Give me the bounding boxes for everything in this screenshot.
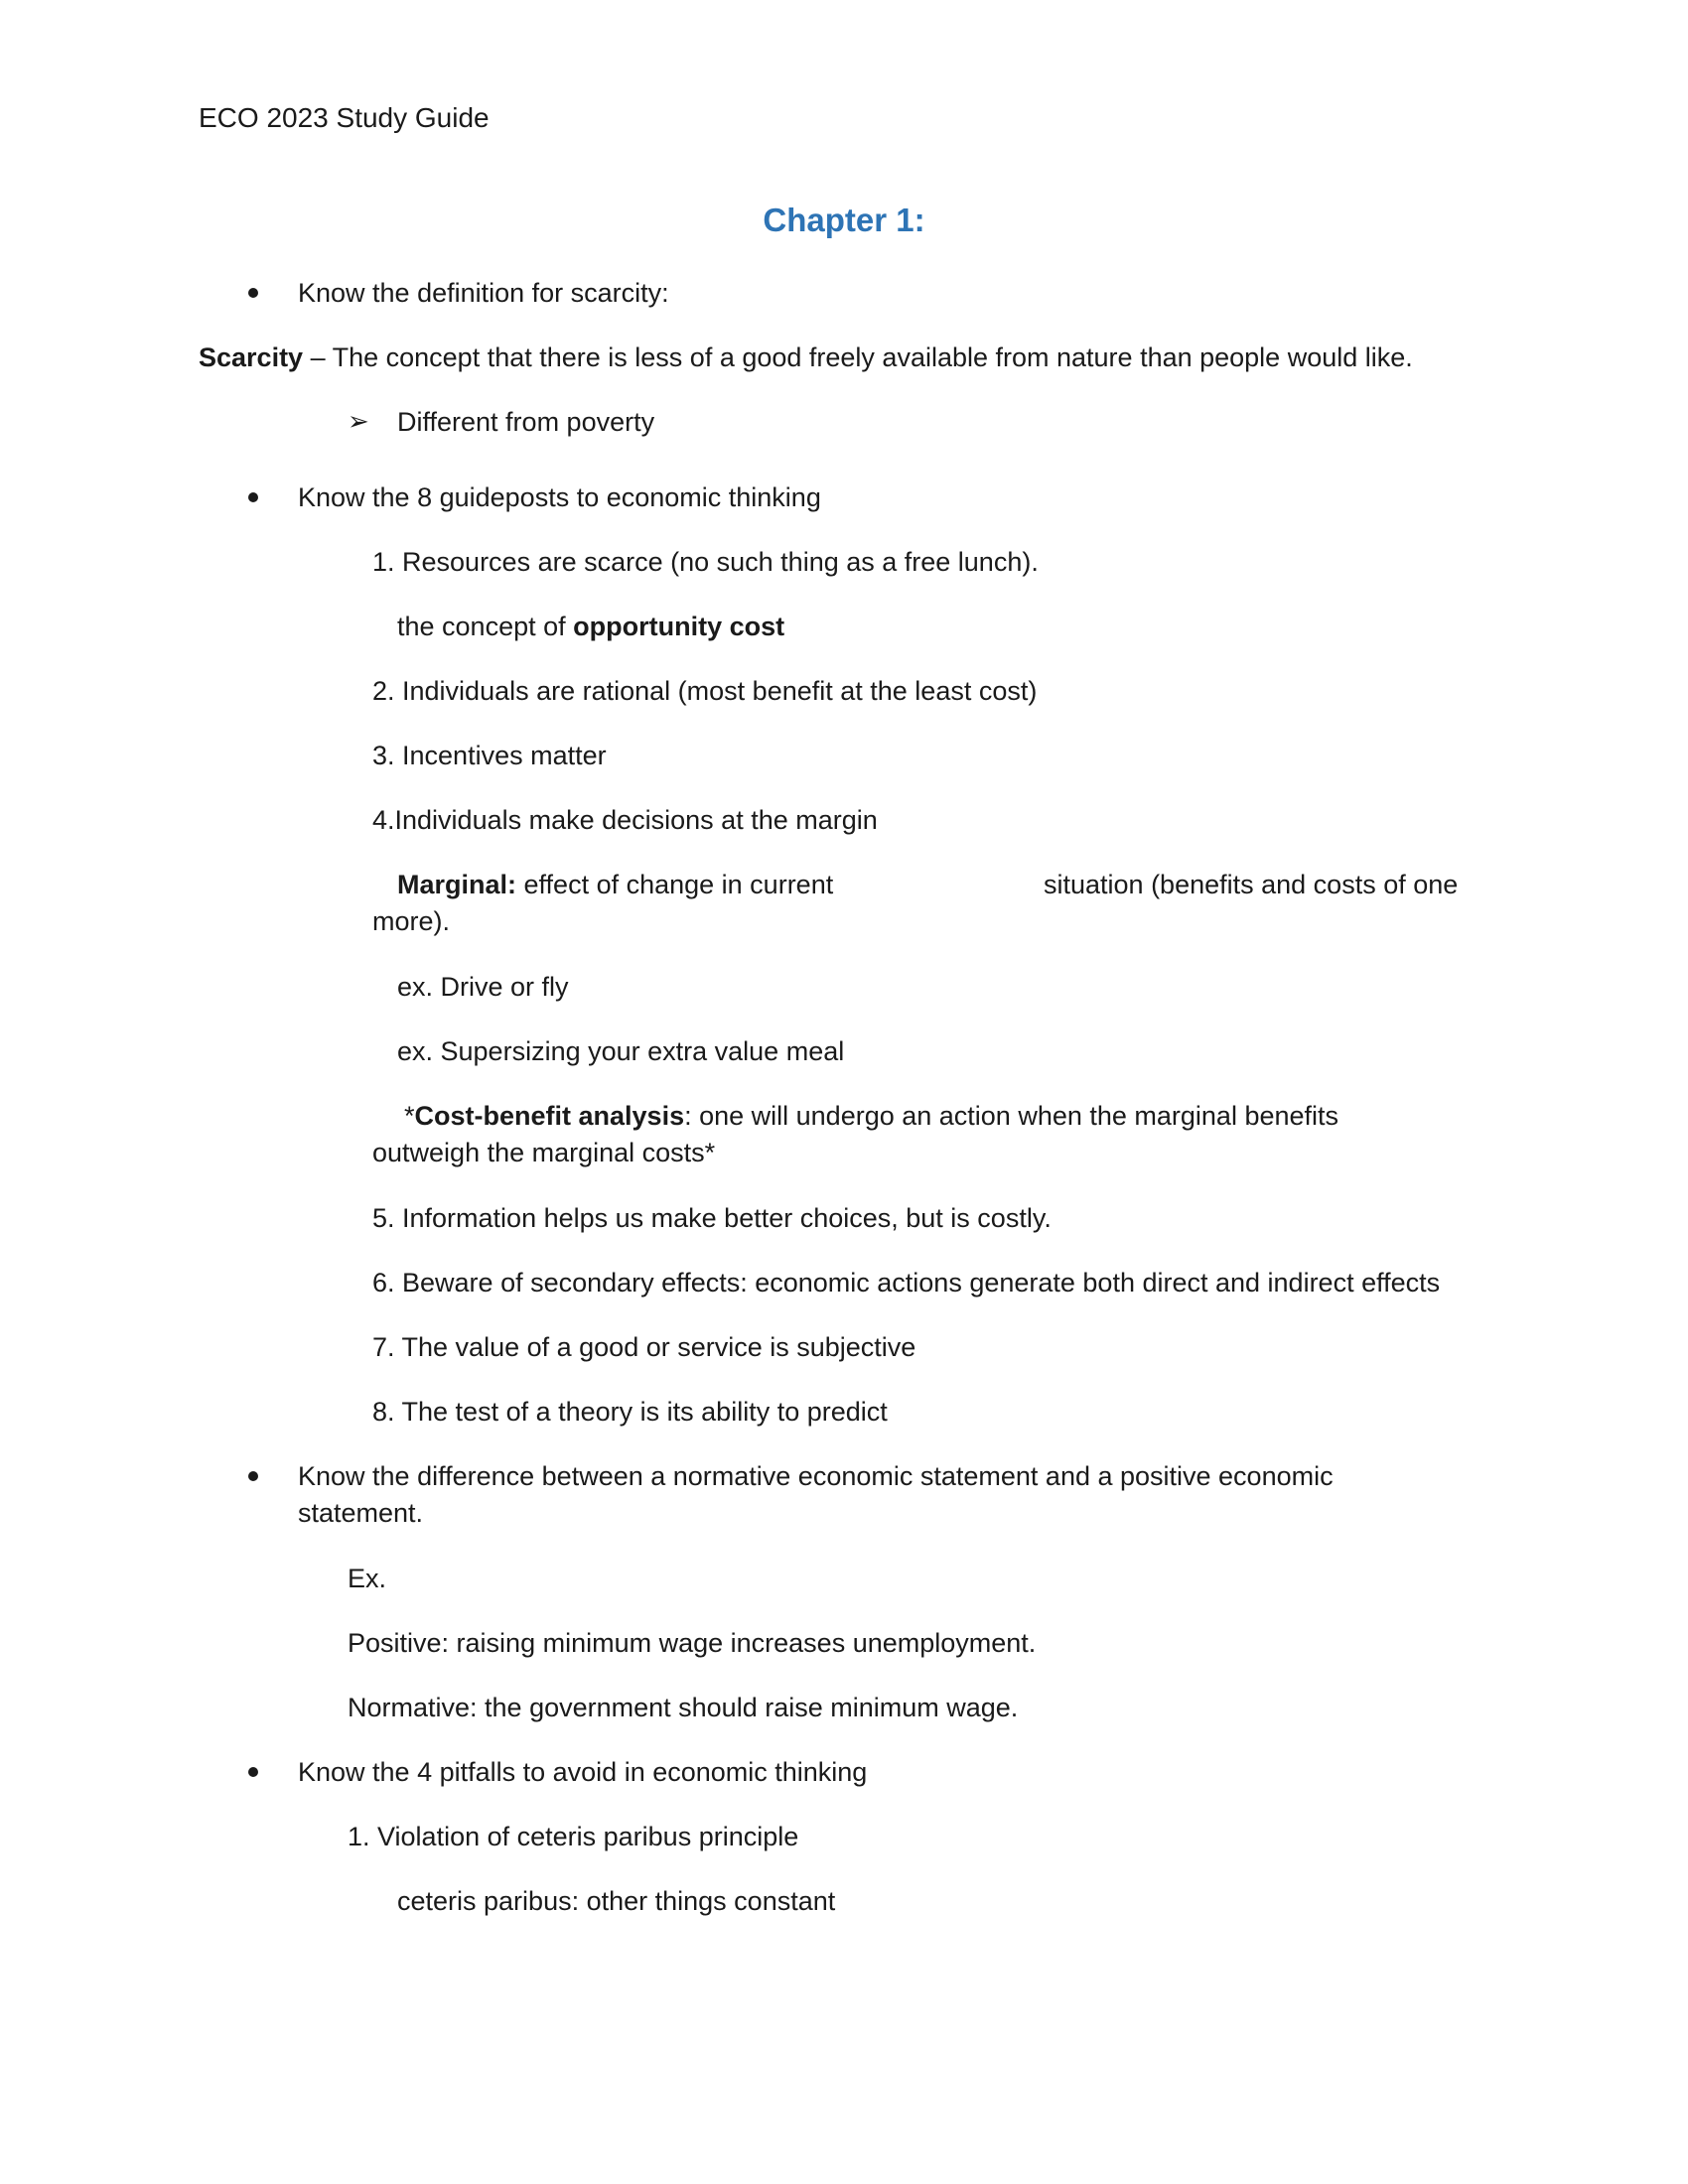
chapter-title: Chapter 1: bbox=[763, 202, 925, 238]
guidepost-item-7: 7. The value of a good or service is subjective bbox=[372, 1332, 916, 1362]
opportunity-cost-term: opportunity cost bbox=[573, 612, 785, 641]
guidepost-item-5: 5. Information helps us make better choices, but is costly. bbox=[372, 1203, 1052, 1233]
marginal-definition-c: more). bbox=[372, 906, 451, 936]
marginal-term: Marginal: bbox=[397, 870, 517, 899]
scarcity-term: Scarcity bbox=[199, 342, 304, 372]
example-supersizing: ex. Supersizing your extra value meal bbox=[397, 1036, 845, 1066]
document-header: ECO 2023 Study Guide bbox=[199, 102, 490, 133]
guidepost-item-6: 6. Beware of secondary effects: economic actions generate both direct and indirect effects bbox=[372, 1268, 1441, 1297]
cba-prefix: * bbox=[404, 1101, 415, 1131]
guidepost-item-2: 2. Individuals are rational (most benefit at the least cost) bbox=[372, 676, 1038, 706]
guidepost-item-4: 4.Individuals make decisions at the margin bbox=[372, 805, 878, 835]
statements-bullet-text-a: Know the difference between a normative economic statement and a positive economic bbox=[298, 1461, 1334, 1491]
marginal-definition-a bbox=[397, 866, 833, 903]
example-drive-or-fly: ex. Drive or fly bbox=[397, 972, 569, 1002]
scarcity-sub-point: Different from poverty bbox=[397, 407, 655, 437]
bullet-icon bbox=[248, 1471, 258, 1481]
positive-statement: Positive: raising minimum wage increases unemployment. bbox=[348, 1628, 1037, 1658]
cost-benefit-analysis-a bbox=[404, 1097, 1338, 1135]
cba-term: Cost-benefit analysis bbox=[414, 1101, 685, 1131]
bullet-icon bbox=[248, 1767, 258, 1777]
normative-statement: Normative: the government should raise minimum wage. bbox=[348, 1693, 1019, 1722]
guideposts-bullet-text: Know the 8 guideposts to economic thinking bbox=[298, 482, 821, 512]
statements-bullet-text-b: statement. bbox=[298, 1498, 424, 1528]
arrowhead-bullet-icon: ➢ bbox=[348, 406, 369, 436]
scarcity-bullet-text: Know the definition for scarcity: bbox=[298, 278, 669, 308]
guidepost-item-1: 1. Resources are scarce (no such thing as a free lunch). bbox=[372, 547, 1039, 577]
cba-text-a: : one will undergo an action when the marginal benefits bbox=[684, 1101, 1339, 1131]
opportunity-cost-prefix: the concept of bbox=[397, 612, 574, 641]
guidepost-item-8: 8. The test of a theory is its ability to predict bbox=[372, 1397, 888, 1427]
marginal-definition-b: situation (benefits and costs of one bbox=[1044, 870, 1459, 899]
pitfall-item-1: 1. Violation of ceteris paribus principle bbox=[348, 1822, 799, 1851]
statements-example-label: Ex. bbox=[348, 1564, 387, 1593]
bullet-icon bbox=[248, 492, 258, 502]
guidepost-item-3: 3. Incentives matter bbox=[372, 741, 607, 770]
bullet-icon bbox=[248, 288, 258, 298]
ceteris-paribus-note: ceteris paribus: other things constant bbox=[397, 1886, 836, 1916]
cost-benefit-analysis-b: outweigh the marginal costs* bbox=[372, 1138, 716, 1167]
opportunity-cost-note bbox=[397, 608, 784, 645]
marginal-text-a: effect of change in current bbox=[516, 870, 834, 899]
pitfalls-bullet-text: Know the 4 pitfalls to avoid in economic thinking bbox=[298, 1757, 868, 1787]
scarcity-definition bbox=[199, 339, 1413, 376]
scarcity-definition-text: – The concept that there is less of a good freely available from nature than people would like. bbox=[303, 342, 1413, 372]
